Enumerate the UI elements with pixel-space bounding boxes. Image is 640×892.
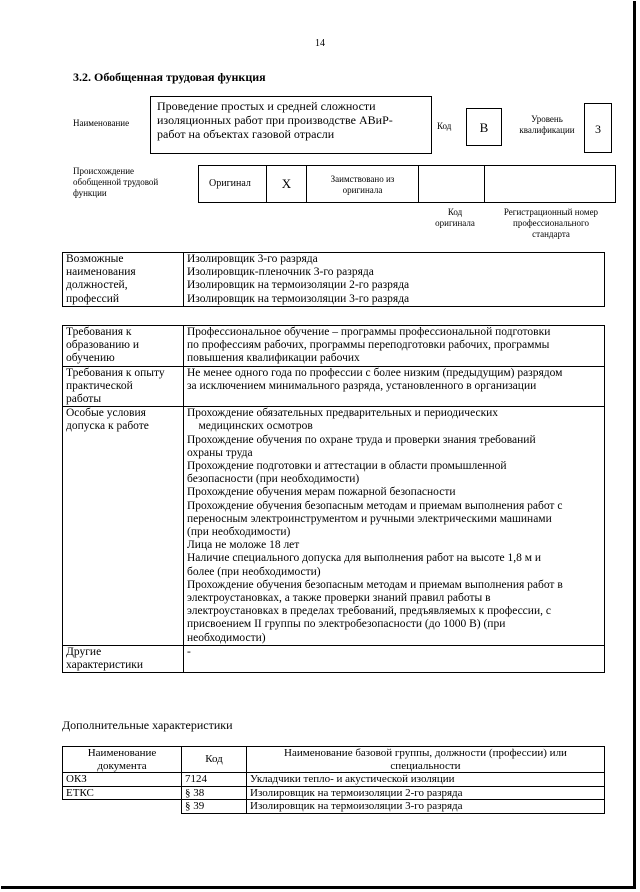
- requirements-table: [62, 325, 605, 673]
- positions-label: Возможные наименования должностей, профессий: [63, 253, 184, 307]
- section-title: 3.2. Обобщенная трудовая функция: [73, 70, 266, 84]
- origin-label: Происхождение обобщенной трудовой функции: [73, 166, 159, 198]
- additional-table: [62, 746, 605, 814]
- table-row: [63, 773, 605, 787]
- function-name-line: Проведение простых и средней сложности: [157, 99, 376, 113]
- other-label: Другие характеристики: [63, 645, 184, 672]
- admission-label: Особые условия допуска к работе: [63, 407, 184, 646]
- education-label: Требования к образованию и обучению: [63, 326, 184, 367]
- function-name-line: работ на объектах газовой отрасли: [157, 127, 335, 141]
- name-label: Наименование: [73, 118, 130, 128]
- experience-value: Не менее одного года по профессии с более низким (предыдущим) разрядом за исключением минимального разряда, установленного в организации: [184, 366, 605, 407]
- code-label: Код: [437, 121, 452, 131]
- function-name-box: [150, 96, 432, 154]
- code-value: В: [466, 108, 502, 146]
- level-label: Уровень квалификации: [519, 114, 575, 135]
- name-cell: Укладчики тепло- и акустической изоляции: [247, 773, 605, 787]
- borrowed-cell: Заимствовано из оригинала: [306, 165, 418, 203]
- doc-cell: [63, 800, 182, 814]
- function-name-line: изоляционных работ при производстве АВиР-: [157, 113, 393, 127]
- col-doc-header: Наименование документа: [63, 747, 182, 773]
- level-value: 3: [584, 103, 612, 153]
- doc-cell: ЕТКС: [63, 786, 182, 800]
- code-cell: § 39: [182, 800, 247, 814]
- positions-table: [62, 252, 605, 307]
- additional-title: Дополнительные характеристики: [62, 718, 233, 732]
- origin-row: [198, 165, 616, 203]
- position-item: Изолировщик-пленочник 3-го разряда: [187, 266, 374, 279]
- positions-list: [184, 253, 605, 307]
- experience-label: Требования к опыту практической работы: [63, 366, 184, 407]
- code-caption: Код оригинала: [435, 207, 475, 228]
- code-cell: 7124: [182, 773, 247, 787]
- table-row: [63, 800, 605, 814]
- admission-value: Прохождение обязательных предварительных и периодических медицинских осмотров Прохождение обучения по охране труда и проверки знания требований охраны труда Прохождение подготовки и аттестации в области промышленной безопасности (при необходимости) Прохождение обучения мерам пожарной безопасности Прохождение обучения безопасным методам и приемам выполнения работ с переносным электроинструментом и ручными электрическими машинами (при необходимости) Лица не моложе 18 лет Наличие специального допуска для выполнения работ на высоте 1,8 м и более (при необходимости) Прохождение обучения безопасным методам и приемам выполнения работ в электроустановках, а также проверки знаний правил работы в электроустановках в пределах требований, предъявляемых к профессии, с присвоением II группы по электробезопасности (до 1000 В) (при необходимости): [184, 407, 605, 646]
- position-item: Изолировщик 3-го разряда: [187, 253, 318, 265]
- code-cell: § 38: [182, 786, 247, 800]
- registration-number-cell: [484, 165, 616, 203]
- name-cell: Изолировщик на термоизоляции 3-го разряда: [247, 800, 605, 814]
- reg-caption: Регистрационный номер профессионального стандарта: [503, 207, 599, 239]
- position-item: Изолировщик на термоизоляции 2-го разряда: [187, 279, 410, 292]
- education-value: Профессиональное обучение – программы профессиональной подготовки по профессиям рабочих, программы переподготовки рабочих, программы повышения квалификации рабочих: [184, 326, 605, 367]
- name-cell: Изолировщик на термоизоляции 2-го разряда: [247, 786, 605, 800]
- original-mark: X: [266, 165, 306, 203]
- col-code-header: Код: [182, 747, 247, 773]
- other-value: -: [184, 645, 605, 672]
- col-name-header: Наименование базовой группы, должности (профессии) или специальности: [247, 747, 605, 773]
- original-code-cell: [418, 165, 484, 203]
- doc-cell: ОКЗ: [63, 773, 182, 787]
- position-item: Изолировщик на термоизоляции 3-го разряда: [187, 292, 410, 305]
- page-number: 14: [315, 38, 325, 49]
- original-cell: Оригинал: [198, 165, 266, 203]
- table-row: [63, 786, 605, 800]
